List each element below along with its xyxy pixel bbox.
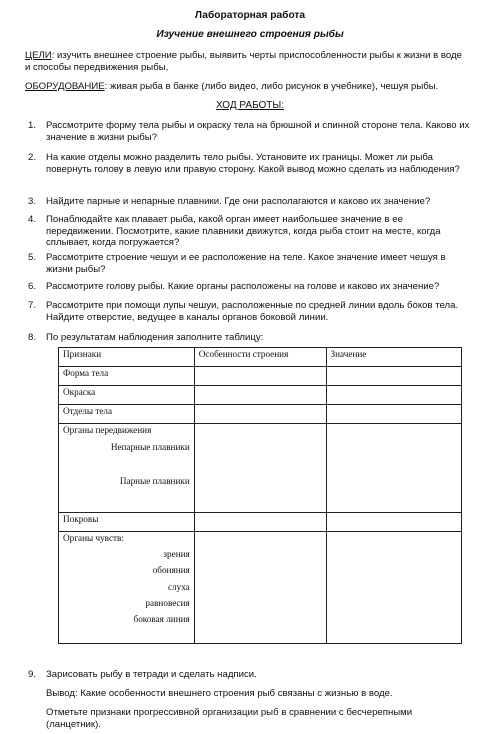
table-header-features: Признаки: [59, 348, 195, 367]
table-header-row: [59, 348, 462, 367]
row-label-sections: Отделы тела: [59, 405, 195, 424]
step-text: Рассмотрите голову рыбы. Какие органы расположены на голове и каково их значение?: [46, 281, 440, 292]
step-number: 6.: [28, 281, 37, 292]
step-number: 8.: [28, 332, 37, 343]
table-header-structure: Особенности строения: [194, 348, 326, 367]
step-number: 2.: [28, 152, 37, 163]
goals-text: : изучить внешнее строение рыбы, выявить черты приспособленности рыбы к жизни в воде и способы передвижения рыбы,: [25, 50, 462, 73]
step-text: На какие отделы можно разделить тело рыбы. Установите их границы. Может ли рыба повернуть голову в левую или правую сторону. Какой вывод можно сделать из наблюдения?: [46, 152, 460, 175]
goals-label: ЦЕЛИ: [25, 50, 52, 61]
row-label-hearing: слуха: [167, 581, 190, 592]
row-label-senses-cell: [59, 532, 195, 644]
table-row: [59, 386, 462, 405]
step-text: Рассмотрите строение чешуи и ее расположение на теле. Какое значение имеет чешуя в жизни рыбы?: [46, 252, 446, 275]
step-number: 1.: [28, 120, 37, 131]
equipment-text: : живая рыба в банке (либо видео, либо рисунок в учебнике), чешуя рыбы.: [104, 81, 439, 92]
row-label-color: Окраска: [59, 386, 195, 405]
step-text: Понаблюдайте как плавает рыба, какой орган имеет наибольшее значение в ее передвижении. Посмотрите, какие плавники движутся, когда рыба стоит на месте, когда сплывает, когда погружается?: [46, 214, 441, 249]
table-cell: [326, 532, 461, 644]
step-number: 5.: [28, 252, 37, 263]
table-row: [59, 405, 462, 424]
step-number: 7.: [28, 300, 37, 311]
step-number: 9.: [28, 669, 37, 680]
step-text: По результатам наблюдения заполните таблицу:: [46, 332, 264, 343]
note-text: Отметьте признаки прогрессивной организации рыб в сравнении с бесчерепными (ланцетник).: [46, 707, 413, 730]
table-cell: [194, 386, 326, 405]
table-row: [59, 513, 462, 532]
row-label-movement-cell: [59, 424, 195, 513]
row-label-sight: зрения: [163, 549, 190, 560]
table-cell: [194, 513, 326, 532]
table-row: [59, 532, 462, 644]
table-cell: [194, 405, 326, 424]
step-text: Зарисовать рыбу в тетради и сделать надписи.: [46, 669, 257, 680]
table-cell: [194, 367, 326, 386]
table-header-meaning: Значение: [326, 348, 461, 367]
step-text: Рассмотрите форму тела рыбы и окраску тела на брюшной и спинной стороне тела. Каково их значение в жизни рыбы?: [46, 120, 470, 143]
equipment-paragraph: [25, 81, 485, 93]
step-number: 3.: [28, 196, 37, 207]
table-cell: [326, 513, 461, 532]
step-text: Рассмотрите при помощи лупы чешуи, расположенные по средней линии вдоль боков тела. Найдите отверстие, ведущее в каналы органов боковой линии.: [46, 300, 459, 323]
table-cell: [194, 424, 326, 513]
table-row: [59, 367, 462, 386]
work-heading: ХОД РАБОТЫ:: [215, 100, 285, 111]
page-subtitle: Изучение внешнего строения рыбы: [156, 29, 344, 40]
step-text: Найдите парные и непарные плавники. Где они располагаются и каково их значение?: [46, 196, 431, 207]
step-number: 4.: [28, 214, 37, 225]
table-row: [59, 424, 462, 513]
equipment-label: ОБОРУДОВАНИЕ: [25, 81, 105, 92]
row-label-unpaired-fins: Непарные плавники: [110, 442, 190, 453]
row-label-paired-fins: Парные плавники: [119, 476, 190, 487]
table-cell: [326, 367, 461, 386]
table-cell: [326, 405, 461, 424]
row-label-smell: обоняния: [152, 565, 190, 576]
row-label-form: Форма тела: [59, 367, 195, 386]
goals-paragraph: [25, 50, 465, 73]
row-label-lateral-line: боковая линия: [133, 614, 190, 625]
table-cell: [326, 386, 461, 405]
table-cell: [326, 424, 461, 513]
row-label-senses: Органы чувств:: [63, 533, 124, 543]
conclusion-text: Вывод: Какие особенности внешнего строения рыб связаны с жизнью в воде.: [46, 688, 393, 699]
row-label-balance: равновесия: [145, 597, 190, 608]
row-label-covers: Покровы: [59, 513, 195, 532]
observation-table: [58, 347, 462, 644]
row-label-movement: Органы передвижения: [63, 425, 152, 435]
page-title: Лабораторная работа: [194, 10, 306, 21]
table-cell: [194, 532, 326, 644]
